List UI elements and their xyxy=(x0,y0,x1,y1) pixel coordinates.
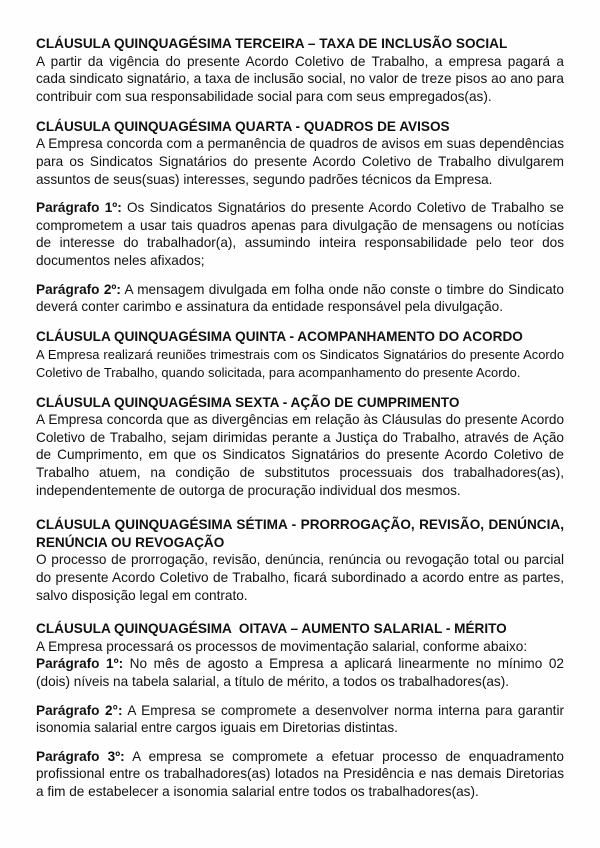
paragraph-label: Parágrafo 2°: xyxy=(36,702,123,718)
paragraph-3 xyxy=(36,748,564,801)
clause-heading: CLÁUSULA QUINQUAGÉSIMA OITAVA – AUMENTO SALARIAL - MÉRITO xyxy=(36,621,507,637)
clause-heading: CLÁUSULA QUINQUAGÉSIMA QUINTA - ACOMPANHAMENTO DO ACORDO xyxy=(36,329,523,345)
paragraph-text: No mês de agosto a Empresa a aplicará linearmente no mínimo 02 (dois) níveis na tabela salarial, a título de mérito, a todos os trabalhadores(as). xyxy=(36,656,564,689)
clause-body: A Empresa processará os processos de movimentação salarial, conforme abaixo: xyxy=(36,638,528,654)
clause-heading: CLÁUSULA QUINQUAGÉSIMA SÉTIMA - PRORROGAÇÃO, REVISÃO, DENÚNCIA, RENÚNCIA OU REVOGAÇÃO xyxy=(36,517,564,550)
clause-body: A Empresa concorda com a permanência de quadros de avisos em suas dependências para os Sindicatos Signatários do presente Acordo Coletivo de Trabalho divulgarem assuntos de seus(suas) interesses, segundo padrões técnicos da Empresa. xyxy=(36,136,564,187)
paragraph-1 xyxy=(36,199,564,269)
paragraph-text: A Empresa se compromete a desenvolver norma interna para garantir isonomia salarial entre cargos iguais em Diretorias distintas. xyxy=(36,702,565,736)
clause-53-taxa-inclusao-social xyxy=(36,35,564,105)
paragraph-label: Parágrafo 2º: xyxy=(36,281,121,297)
clause-heading: CLÁUSULA QUINQUAGÉSIMA SEXTA - AÇÃO DE CUMPRIMENTO xyxy=(36,394,460,410)
paragraph-text: Os Sindicatos Signatários do presente Acordo Coletivo de Trabalho se comprometem a usar tais quadros apenas para divulgação de mensagens ou notícias de interesse do trabalhador(a), assumindo inteira responsabilidade pelo teor dos documentos neles afixados; xyxy=(36,200,564,269)
clause-55-acompanhamento-do-acordo xyxy=(36,328,564,381)
paragraph-text: A empresa se compromete a efetuar processo de enquadramento profissional entre os trabalhadores(as) lotados na Presidência e nas demais Diretorias a fim de estabelecer a isonomia salarial entre todos os trabalhadores(as). xyxy=(36,748,564,799)
paragraph-2 xyxy=(36,281,564,316)
clause-body: A Empresa concorda que as divergências em relação às Cláusulas do presente Acordo Coletivo de Trabalho, sejam dirimidas perante a Justiça do Trabalho, através de Ação de Cumprimento, em que os Sindicatos Signatários do presente Acordo Coletivo de Trabalho atuem, na condição de substitutos processuais dos trabalhadores(as), independentemente de outorga de procuração individual dos mesmos. xyxy=(36,412,564,498)
clause-56-acao-de-cumprimento xyxy=(36,394,564,500)
paragraph-label: Parágrafo 3º: xyxy=(36,748,125,764)
paragraph-2 xyxy=(36,702,564,737)
clause-heading: CLÁUSULA QUINQUAGÉSIMA TERCEIRA – TAXA DE INCLUSÃO SOCIAL xyxy=(36,36,508,51)
clause-58-aumento-salarial-merito xyxy=(36,620,564,800)
clause-body: A Empresa realizará reuniões trimestrais com os Sindicatos Signatários do presente Acordo Coletivo de Trabalho, quando solicitada, para acompanhamento do presente Acordo. xyxy=(36,346,564,380)
clause-body: A partir da vigência do presente Acordo Coletivo de Trabalho, a empresa pagará a cada sindicato signatário, a taxa de inclusão social, no valor de treze pisos ao ano para contribuir com sua responsabilidade social para com seus empregados(as). xyxy=(36,53,564,104)
clause-54-quadros-de-avisos xyxy=(36,118,564,316)
paragraph-text: A mensagem divulgada em folha onde não conste o timbre do Sindicato deverá conter carimbo e assinatura da entidade responsável pela divulgação. xyxy=(36,281,564,315)
paragraph-label: Parágrafo 1º: xyxy=(36,200,122,216)
clause-57-prorrogacao-revisao xyxy=(36,516,564,604)
clause-body: O processo de prorrogação, revisão, denúncia, renúncia ou revogação total ou parcial do presente Acordo Coletivo de Trabalho, ficará subordinado a acordo entre as partes, salvo disposição legal em contrato. xyxy=(36,552,564,603)
paragraph-1 xyxy=(36,655,564,690)
paragraph-label: Parágrafo 1º: xyxy=(36,656,124,672)
clause-heading: CLÁUSULA QUINQUAGÉSIMA QUARTA - QUADROS DE AVISOS xyxy=(36,118,450,134)
